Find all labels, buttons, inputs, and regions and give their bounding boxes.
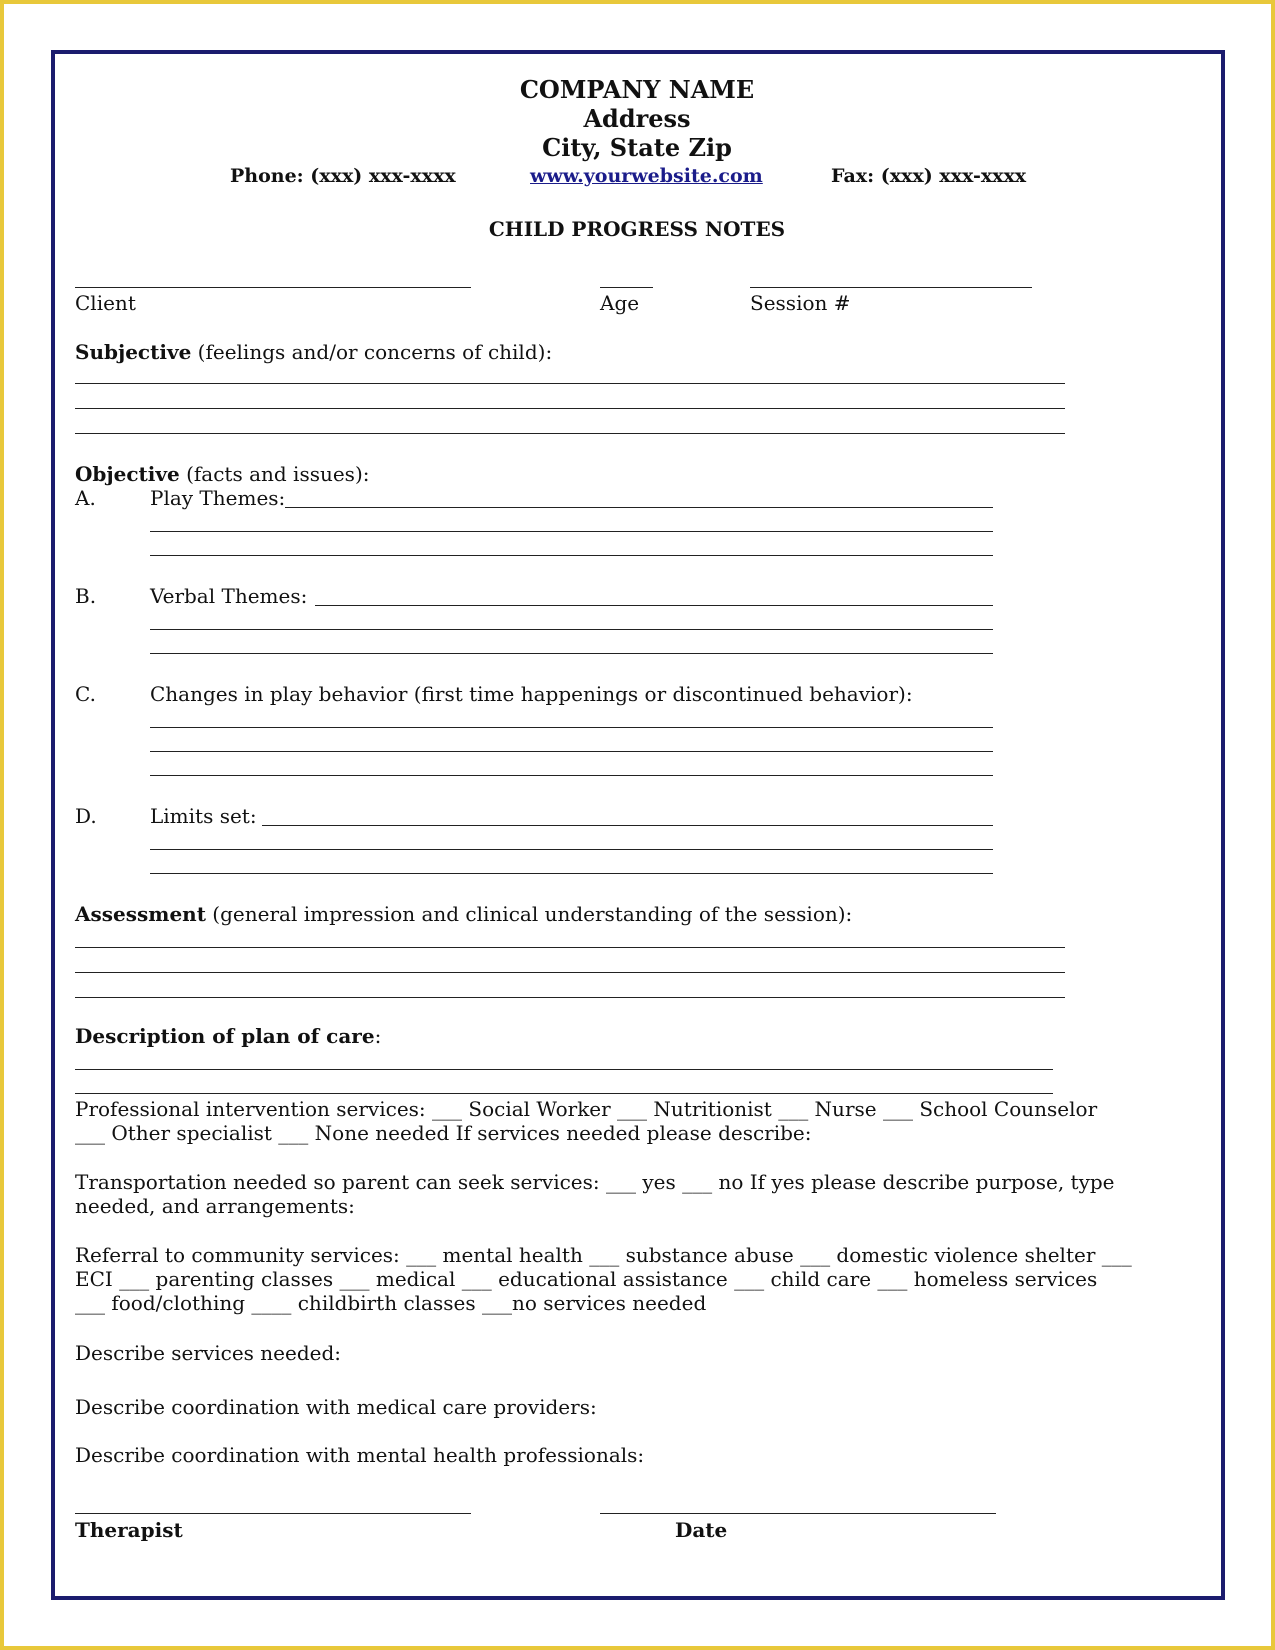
subjective-desc: (feelings and/or concerns of child): <box>191 340 553 364</box>
plan-line-1[interactable] <box>75 1069 1053 1070</box>
age-line[interactable] <box>600 287 653 288</box>
plan-heading <box>75 1024 381 1048</box>
client-label: Client <box>75 291 136 315</box>
item-b-letter: B. <box>75 584 97 608</box>
form-title: CHILD PROGRESS NOTES <box>488 217 786 241</box>
play-themes-line-3[interactable] <box>150 555 993 556</box>
referral-line-1: Referral to community services: ___ mental health ___ substance abuse ___ domestic violence shelter ___ <box>75 1243 1132 1267</box>
play-themes-line-1[interactable] <box>285 507 993 508</box>
therapist-signature-line[interactable] <box>75 1513 471 1514</box>
limits-label: Limits set: <box>150 804 257 828</box>
assessment-line-2[interactable] <box>75 972 1065 973</box>
assessment-line-3[interactable] <box>75 997 1065 998</box>
company-address: Address <box>583 104 691 133</box>
play-themes-label: Play Themes: <box>150 486 286 510</box>
client-line[interactable] <box>75 287 471 288</box>
changes-line-3[interactable] <box>150 775 993 776</box>
referral-line-2: ECI ___ parenting classes ___ medical ___ educational assistance ___ child care ___ homeless services <box>75 1267 1098 1291</box>
assessment-heading <box>75 902 852 926</box>
verbal-themes-line-3[interactable] <box>150 653 993 654</box>
changes-label: Changes in play behavior (first time happenings or discontinued behavior): <box>150 682 913 706</box>
subjective-label: Subjective <box>75 340 192 364</box>
subjective-line-2[interactable] <box>75 408 1065 409</box>
therapist-label: Therapist <box>75 1518 183 1542</box>
date-line[interactable] <box>600 1513 996 1514</box>
transportation-line-1: Transportation needed so parent can seek services: ___ yes ___ no If yes please describe purpose, type <box>75 1170 1115 1194</box>
play-themes-line-2[interactable] <box>150 531 993 532</box>
plan-line-2[interactable] <box>75 1093 1053 1094</box>
item-c-letter: C. <box>75 682 96 706</box>
objective-desc: (facts and issues): <box>179 462 370 486</box>
session-line[interactable] <box>750 287 1032 288</box>
company-name: COMPANY NAME <box>519 75 755 104</box>
verbal-themes-label: Verbal Themes: <box>150 584 308 608</box>
date-label: Date <box>675 1518 728 1542</box>
assessment-line-1[interactable] <box>75 947 1065 948</box>
assessment-desc: (general impression and clinical understanding of the session): <box>205 902 853 926</box>
professional-services-line-1: Professional intervention services: ___ Social Worker ___ Nutritionist ___ Nurse ___ School Counselor <box>75 1097 1098 1121</box>
company-city: City, State Zip <box>542 133 732 162</box>
plan-desc: : <box>374 1024 382 1048</box>
verbal-themes-line-1[interactable] <box>315 605 993 606</box>
phone-number: Phone: (xxx) xxx-xxxx <box>230 165 456 187</box>
session-label: Session # <box>750 291 851 315</box>
fax-number: Fax: (xxx) xxx-xxxx <box>831 165 1027 187</box>
changes-line-2[interactable] <box>150 751 993 752</box>
transportation-line-2: needed, and arrangements: <box>75 1194 355 1218</box>
subjective-line-3[interactable] <box>75 433 1065 434</box>
subjective-heading <box>75 340 552 364</box>
referral-line-3: ___ food/clothing ____ childbirth classes ___no services needed <box>75 1291 707 1315</box>
describe-mental: Describe coordination with mental health professionals: <box>75 1443 645 1467</box>
describe-medical: Describe coordination with medical care providers: <box>75 1395 597 1419</box>
verbal-themes-line-2[interactable] <box>150 629 993 630</box>
limits-line-3[interactable] <box>150 873 993 874</box>
subjective-line-1[interactable] <box>75 383 1065 384</box>
limits-line-1[interactable] <box>262 825 993 826</box>
item-d-letter: D. <box>75 804 97 828</box>
objective-heading <box>75 462 370 486</box>
describe-services: Describe services needed: <box>75 1341 342 1365</box>
website-link[interactable]: www.yourwebsite.com <box>530 165 763 187</box>
plan-label: Description of plan of care <box>75 1024 375 1048</box>
age-label: Age <box>600 291 640 315</box>
changes-line-1[interactable] <box>150 727 993 728</box>
assessment-label: Assessment <box>75 902 206 926</box>
item-a-letter: A. <box>75 486 96 510</box>
professional-services-line-2: ___ Other specialist ___ None needed If services needed please describe: <box>75 1121 812 1145</box>
limits-line-2[interactable] <box>150 849 993 850</box>
objective-label: Objective <box>75 462 180 486</box>
